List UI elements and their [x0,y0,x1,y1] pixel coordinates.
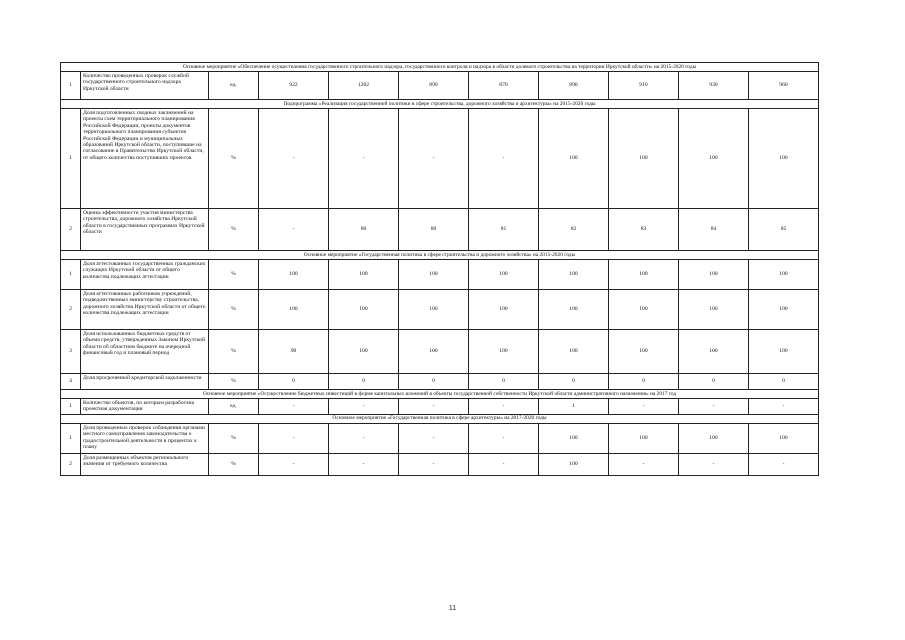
section-heading-row [61,63,819,72]
indicator-value: 100 [609,109,679,209]
indicator-value: 100 [679,290,749,330]
indicator-value: 100 [329,330,399,374]
row-number: 1 [61,109,81,209]
indicator-value: - [749,453,819,475]
table-row [61,423,819,453]
indicator-value: 100 [609,260,679,290]
indicator-value: 100 [329,260,399,290]
row-number: 1 [61,423,81,453]
indicator-value: - [399,423,469,453]
indicator-value: - [609,453,679,475]
indicator-value: 80 [399,209,469,251]
indicator-value: 0 [749,374,819,390]
indicator-value: 0 [679,374,749,390]
indicator-name: Доля размещенных объектов регионального значения от требуемого количества [81,453,209,475]
indicator-value: 100 [609,423,679,453]
indicator-value: - [329,109,399,209]
indicator-value: - [469,423,539,453]
indicator-value: 100 [539,453,609,475]
unit-of-measure: ед. [209,72,259,100]
indicator-value: - [329,399,399,415]
unit-of-measure: % [209,453,259,475]
row-number: 2 [61,290,81,330]
section-heading: Основное мероприятие «Осуществление бюджетных инвестиций в форме капитальных вложений в объекты государственной собственности Иркутской области административного назначения» на 2017 год [61,390,819,399]
indicator-value: 80 [329,209,399,251]
section-heading-row [61,414,819,423]
indicator-value: 100 [749,260,819,290]
indicator-value: 870 [469,72,539,100]
indicator-value: - [259,453,329,475]
row-number: 2 [61,209,81,251]
indicator-value: 100 [679,109,749,209]
table-row [61,290,819,330]
indicator-value: 100 [539,330,609,374]
table-row [61,330,819,374]
indicators-table-body [61,63,819,476]
indicator-value: 0 [329,374,399,390]
indicator-value: 100 [259,290,329,330]
indicator-name: Доля просроченной кредиторской задолженности [81,374,209,390]
row-number: 1 [61,72,81,100]
indicator-value: - [679,453,749,475]
indicator-name: Количество объектов, по которым разработана проектная документация [81,399,209,415]
row-number: 4 [61,374,81,390]
indicator-value: - [399,399,469,415]
indicator-value: - [679,399,749,415]
indicator-value: 100 [609,290,679,330]
table-row [61,209,819,251]
indicator-value: 100 [539,290,609,330]
indicator-value: - [469,109,539,209]
unit-of-measure: % [209,260,259,290]
indicator-value: - [259,209,329,251]
indicator-value: 0 [609,374,679,390]
unit-of-measure: % [209,109,259,209]
indicator-value: 960 [749,72,819,100]
indicator-value: 100 [679,330,749,374]
table-row [61,109,819,209]
indicator-value: 890 [399,72,469,100]
section-heading: Основное мероприятие «Государственная политика в сфере архитектуры» на 2017-2020 годы [61,414,819,423]
indicator-value: 100 [749,109,819,209]
indicator-name: Доля подготовленных сводных заключений на проекты схем территориального планирования Российской Федерации, проекты документов территориального планирования субъектов Российской Федерации и муниципальных образований Иркутской области, поступившие на согласование в Правительство Иркутской области, от общего количества поступивших проектов [81,109,209,209]
indicator-value: 100 [399,290,469,330]
indicator-value: 100 [469,290,539,330]
indicator-value: 0 [259,374,329,390]
row-number: 3 [61,330,81,374]
indicator-value: 100 [469,330,539,374]
indicator-value: 100 [749,423,819,453]
page-number: 11 [448,605,457,612]
indicator-name: Доля использованных бюджетных средств от объема средств, утвержденных Законом Иркутской области об областном бюджете на очередной финансовый год и плановый период [81,330,209,374]
section-heading: Основное мероприятие «Обеспечение осуществления государственного строительного надзора, государственного контроля и надзора в области долевого строительства на территории Иркутской области» на 2015-2020 годы [61,63,819,72]
indicators-table [60,62,819,476]
unit-of-measure: % [209,330,259,374]
indicator-value: 100 [329,290,399,330]
indicator-value: - [259,423,329,453]
indicator-value: 890 [539,72,609,100]
indicator-value: 100 [539,423,609,453]
table-row [61,453,819,475]
row-number: 2 [61,453,81,475]
indicator-value: - [329,423,399,453]
section-heading-row [61,100,819,109]
unit-of-measure: % [209,423,259,453]
table-row [61,260,819,290]
indicator-value: - [749,399,819,415]
section-heading: Основное мероприятие «Государственная политика в сфере строительства и дорожного хозяйства» на 2015-2020 годы [61,251,819,260]
indicator-value: 82 [539,209,609,251]
section-heading-row [61,390,819,399]
section-heading: Подпрограмма «Реализация государственной политики в сфере строительства, дорожного хозяйства и архитектуры» на 2015-2020 годы [61,100,819,109]
unit-of-measure: % [209,209,259,251]
indicator-value: 100 [259,260,329,290]
indicator-value: 922 [259,72,329,100]
indicator-value: - [399,453,469,475]
indicator-value: 84 [679,209,749,251]
indicator-value: 1202 [329,72,399,100]
row-number: 1 [61,260,81,290]
indicator-value: 100 [539,260,609,290]
indicator-name: Оценка эффективности участия министерства строительства, дорожного хозяйства Иркутской области в государственных программах Иркутской области [81,209,209,251]
indicator-value: - [469,453,539,475]
table-row [61,72,819,100]
indicator-value: 100 [749,290,819,330]
indicator-value: 930 [679,72,749,100]
indicator-value: 100 [749,330,819,374]
indicator-value: 100 [609,330,679,374]
indicator-value: 100 [399,330,469,374]
indicator-name: Количество проведенных проверок службой государственного строительного надзора Иркутской области [81,72,209,100]
indicator-value: - [469,399,539,415]
indicator-name: Доля проведенных проверок соблюдения органами местного самоуправления законодательства о градостроительной деятельности в процентах к плану [81,423,209,453]
table-row [61,374,819,390]
indicator-value: 90 [259,330,329,374]
indicator-value: 0 [539,374,609,390]
indicator-value: 100 [469,260,539,290]
indicator-value: - [259,109,329,209]
row-number: 1 [61,399,81,415]
unit-of-measure: % [209,374,259,390]
indicator-value: 81 [469,209,539,251]
indicator-value: 0 [469,374,539,390]
indicator-value: - [329,453,399,475]
indicator-value: 83 [609,209,679,251]
indicator-value: - [609,399,679,415]
indicator-value: 0 [399,374,469,390]
indicator-value: 910 [609,72,679,100]
unit-of-measure: % [209,290,259,330]
indicator-value: 100 [399,260,469,290]
indicator-value: 1 [539,399,609,415]
indicator-value: 100 [539,109,609,209]
indicator-value: 100 [679,260,749,290]
section-heading-row [61,251,819,260]
indicator-value: - [399,109,469,209]
indicator-value: - [259,399,329,415]
indicator-name: Доля аттестованных государственных гражданских служащих Иркутской области от общего количества подлежащих аттестации [81,260,209,290]
unit-of-measure: ед. [209,399,259,415]
table-row [61,399,819,415]
indicator-name: Доля аттестованных работников учреждений, подведомственных министерству строительства, дорожного хозяйства Иркутской области от общего количества подлежащих аттестации [81,290,209,330]
indicator-value: 100 [679,423,749,453]
indicator-value: 85 [749,209,819,251]
